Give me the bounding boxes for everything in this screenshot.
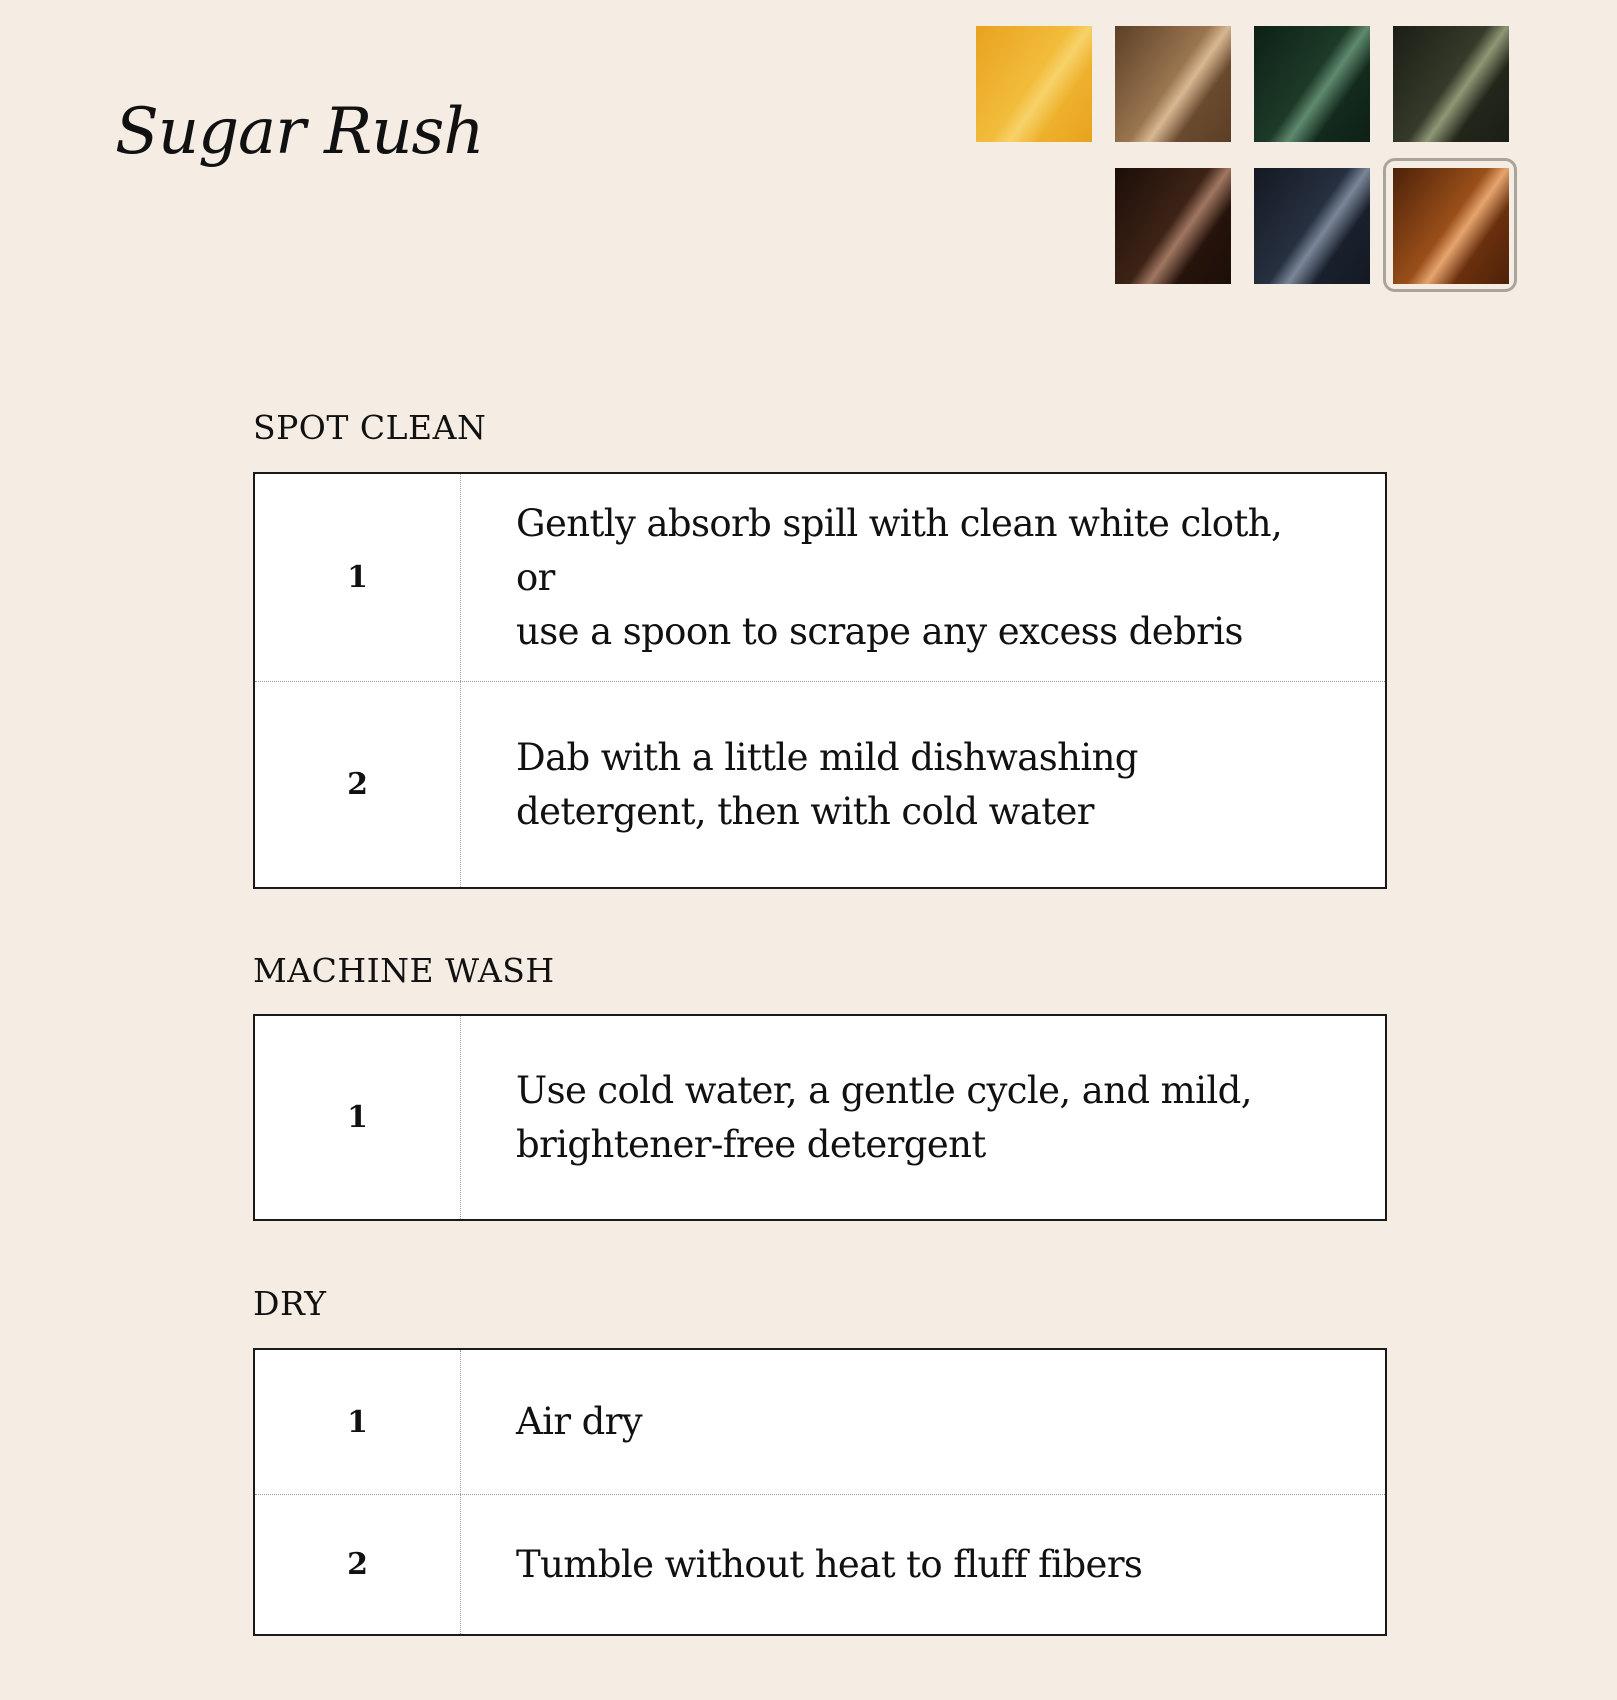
step-number: 1: [255, 1016, 461, 1219]
table-row: [255, 681, 1385, 887]
step-text-line: brightener-free detergent: [516, 1122, 986, 1166]
table-row: [255, 1350, 1385, 1494]
swatch-cognac[interactable]: [1393, 168, 1509, 284]
step-text-line: detergent, then with cold water: [516, 789, 1094, 833]
swatch-forest-green[interactable]: [1254, 26, 1370, 142]
step-number: 1: [255, 474, 461, 681]
table-row: [255, 474, 1385, 681]
step-text: [461, 682, 1385, 887]
step-text: [461, 1350, 1385, 1494]
swatch-mustard[interactable]: [976, 26, 1092, 142]
step-number: 2: [255, 1495, 461, 1634]
step-number: 2: [255, 682, 461, 887]
step-number: 1: [255, 1350, 461, 1494]
spot-clean-steps-table: [253, 472, 1387, 889]
step-text-line: Use cold water, a gentle cycle, and mild,: [516, 1068, 1252, 1112]
machine-wash-steps-table: [253, 1014, 1387, 1221]
swatch-caramel[interactable]: [1115, 26, 1231, 142]
table-row: [255, 1016, 1385, 1219]
step-text-line: Gently absorb spill with clean white cloth, or: [516, 501, 1283, 599]
section-title-dry: DRY: [253, 1284, 327, 1323]
section-title-machine-wash: MACHINE WASH: [253, 951, 555, 990]
step-text-line: use a spoon to scrape any excess debris: [516, 609, 1243, 653]
swatch-navy[interactable]: [1254, 168, 1370, 284]
step-text-line: Air dry: [516, 1400, 643, 1443]
swatch-olive[interactable]: [1393, 26, 1509, 142]
step-text-line: Tumble without heat to fluff fibers: [516, 1542, 1143, 1586]
dry-steps-table: [253, 1348, 1387, 1636]
step-text-line: Dab with a little mild dishwashing: [516, 735, 1138, 779]
section-title-spot-clean: SPOT CLEAN: [253, 408, 487, 447]
table-row: [255, 1494, 1385, 1634]
step-text: [461, 1016, 1385, 1219]
step-text: [461, 1495, 1385, 1634]
swatch-chocolate[interactable]: [1115, 168, 1231, 284]
product-title: Sugar Rush: [115, 95, 484, 169]
step-text: [461, 474, 1385, 681]
